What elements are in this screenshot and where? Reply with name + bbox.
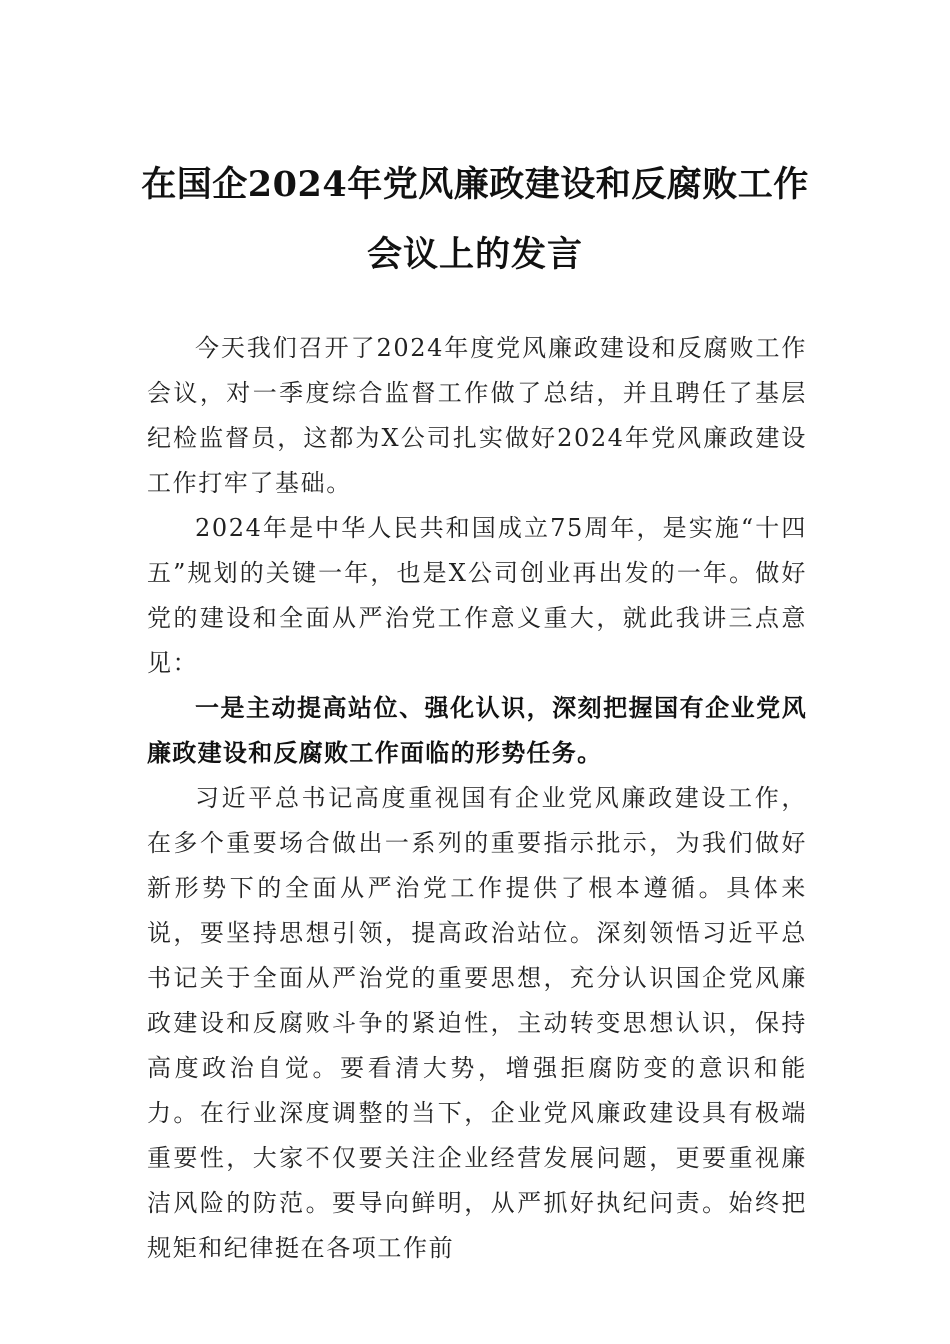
document-title-line-2: 会议上的发言 bbox=[366, 234, 583, 275]
document-body bbox=[147, 326, 807, 1271]
paragraph-context: 2024年是中华人民共和国成立75周年，是实施“十四五”规划的关键一年，也是X公司创业再出发的一年。做好党的建设和全面从严治党工作意义重大，就此我讲三点意见： bbox=[147, 514, 807, 677]
paragraph-opening: 今天我们召开了2024年度党风廉政建设和反腐败工作会议，对一季度综合监督工作做了总结，并且聘任了基层纪检监督员，这都为X公司扎实做好2024年党风廉政建设工作打牢了基础。 bbox=[147, 334, 807, 497]
document-title-line-1: 在国企2024年党风廉政建设和反腐败工作 bbox=[141, 164, 809, 205]
section-heading-1: 一是主动提高站位、强化认识，深刻把握国有企业党风廉政建设和反腐败工作面临的形势任务。 bbox=[147, 694, 807, 767]
paragraph-section-1: 习近平总书记高度重视国有企业党风廉政建设工作，在多个重要场合做出一系列的重要指示批示，为我们做好新形势下的全面从严治党工作提供了根本遵循。具体来说，要坚持思想引领，提高政治站位。深刻领悟习近平总书记关于全面从严治党的重要思想，充分认识国企党风廉政建设和反腐败斗争的紧迫性，主动转变思想认识，保持高度政治自觉。要看清大势，增强拒腐防变的意识和能力。在行业深度调整的当下，企业党风廉政建设具有极端重要性，大家不仅要关注企业经营发展问题，更要重视廉洁风险的防范。要导向鲜明，从严抓好执纪问责。始终把规矩和纪律挺在各项工作前 bbox=[147, 784, 807, 1262]
